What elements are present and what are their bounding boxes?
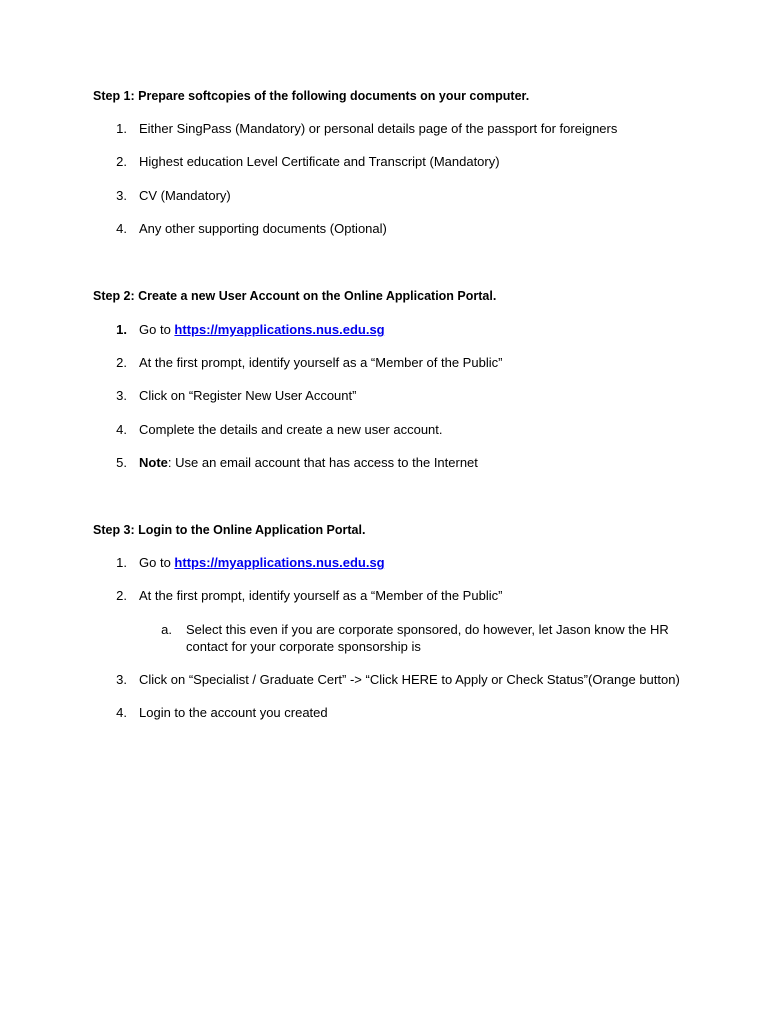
list-number: 2. <box>116 154 127 169</box>
list-text: CV (Mandatory) <box>139 188 231 203</box>
list-number: 1. <box>116 322 127 337</box>
step2-heading: Step 2: Create a new User Account on the Online Application Portal. <box>93 289 497 303</box>
list-text: Any other supporting documents (Optional) <box>139 221 387 236</box>
list-text: Select this even if you are corporate sponsored, do however, let Jason know the HR contact for your corporate sponsorship is <box>186 622 669 654</box>
list-text: Highest education Level Certificate and Transcript (Mandatory) <box>139 154 500 169</box>
list-number: 1. <box>116 555 127 570</box>
list-number: 3. <box>116 672 127 687</box>
note-label: Note <box>139 455 168 470</box>
list-number: 4. <box>116 422 127 437</box>
step1-heading: Step 1: Prepare softcopies of the following documents on your computer. <box>93 89 530 103</box>
go-to-label: Go to <box>139 555 175 570</box>
list-number: 2. <box>116 588 127 603</box>
list-text: At the first prompt, identify yourself as a “Member of the Public” <box>139 588 503 603</box>
list-number: 3. <box>116 388 127 403</box>
list-text <box>139 554 385 571</box>
list-number: 4. <box>116 705 127 720</box>
list-text: Click on “Register New User Account” <box>139 388 357 403</box>
list-number: 3. <box>116 188 127 203</box>
go-to-label: Go to <box>139 322 175 337</box>
list-text: At the first prompt, identify yourself as a “Member of the Public” <box>139 355 503 370</box>
portal-link[interactable]: https://myapplications.nus.edu.sg <box>174 322 385 337</box>
list-number: 5. <box>116 455 127 470</box>
portal-link[interactable]: https://myapplications.nus.edu.sg <box>174 555 385 570</box>
list-letter: a. <box>161 622 172 637</box>
note-text: : Use an email account that has access to the Internet <box>167 455 478 470</box>
list-text <box>139 321 385 338</box>
list-number: 1. <box>116 121 127 136</box>
list-text: Click on “Specialist / Graduate Cert” -> “Click HERE to Apply or Check Status”(Orange button) <box>139 672 680 687</box>
list-text: Either SingPass (Mandatory) or personal details page of the passport for foreigners <box>139 121 618 136</box>
list-number: 2. <box>116 355 127 370</box>
list-number: 4. <box>116 221 127 236</box>
list-text: Login to the account you created <box>139 705 328 720</box>
step3-heading: Step 3: Login to the Online Application Portal. <box>93 523 366 537</box>
list-text: Complete the details and create a new user account. <box>139 422 443 437</box>
list-text <box>139 454 478 471</box>
